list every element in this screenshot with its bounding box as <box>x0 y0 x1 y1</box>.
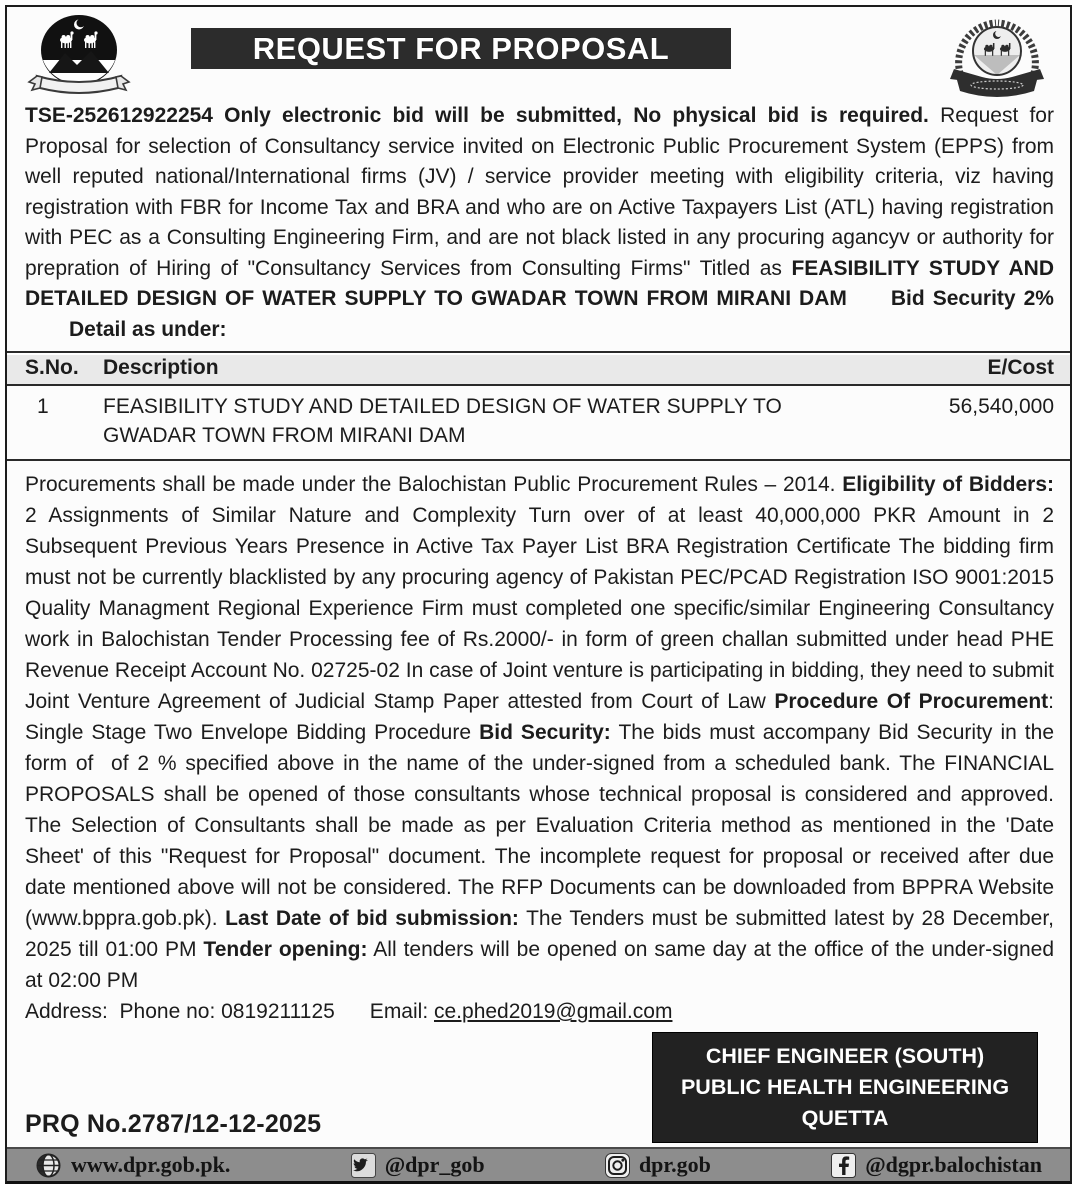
footer-item-instagram <box>605 1152 711 1178</box>
signature-block <box>652 1032 1038 1143</box>
instagram-icon <box>605 1153 630 1178</box>
intro-bold-lead: TSE-252612922254 Only electronic bid will be submitted, No physical bid is required. <box>25 104 929 127</box>
footer-facebook-text: @dgpr.balochistan <box>865 1152 1042 1177</box>
terms-run: 2 Assignments of Similar Nature and Complexity Turn over of at least 40,000,000 PKR Amount in 2 Subsequent Previous Years Presence in Active Tax Payer List BRA Registration Certificate The bidding firm must not be currently blacklisted by any procuring agency of Pakistan PEC/PCAD Registration ISO 9001:2015 Quality Managment Regional Experience Firm must completed one specific/similar Engineering Consultancy work in Balochistan Tender Processing fee of Rs.2000/- in form of green challan submitted under head PHE Revenue Receipt Account No. 02725-02 In case of Joint venture is participating in bidding, they need to submit Joint Venture Agreement of Judicial Stamp Paper attested from Court of Law <box>25 473 1060 713</box>
terms-paragraph <box>7 461 1070 1027</box>
row-ecost: 56,540,000 <box>948 395 1054 418</box>
bid-security-heading: Bid Security: <box>479 721 611 744</box>
procedure-label: Procedure Of Procurement <box>774 690 1049 713</box>
globe-icon <box>35 1152 62 1179</box>
balochistan-coat-of-arms-icon <box>19 13 141 99</box>
footer-bar <box>7 1147 1070 1181</box>
project-title: FEASIBILITY STUDY AND DETAILED DESIGN OF WATER SUPPLY TO GWADAR TOWN FROM MIRANI DAM <box>25 256 1060 310</box>
document-header <box>7 7 1070 97</box>
terms-run: The Tenders must be submitted latest by 28 December, 2025 till 01:00 PM <box>25 907 1060 961</box>
bid-security-label: Bid Security 2% <box>890 287 1054 310</box>
detail-label: Detail as under: <box>69 317 227 341</box>
column-header-description: Description <box>103 356 219 379</box>
terms-run: Procurements shall be made under the Balochistan Public Procurement Rules – 2014. <box>25 473 843 496</box>
terms-run: The bids must accompany Bid Security in the form of of 2 % specified above in the name of the under-signed from a scheduled bank. The FINANCIAL PROPOSALS shall be opened of those consultants whose technical proposal is considered and approved. The Selection of Consultants shall be made as per Evaluation Criteria method as mentioned in the 'Date Sheet' of this "Request for Proposal" document. The incomplete request for proposal or received after due date mentioned above will not be considered. The RFP Documents can be downloaded from BPPRA Website (www.bppra.gob.pk). <box>25 721 1060 930</box>
tender-opening-label: Tender opening: <box>203 938 368 961</box>
signature-line-city: QUETTA <box>801 1106 889 1130</box>
column-header-sno: S.No. <box>25 356 79 379</box>
row-description: FEASIBILITY STUDY AND DETAILED DESIGN OF WATER SUPPLY TO GWADAR TOWN FROM MIRANI DAM <box>103 395 782 447</box>
terms-run: All tenders will be opened on same day at the office of the under-signed at 02:00 PM <box>25 938 1060 992</box>
footer-twitter-text: @dpr_gob <box>384 1152 485 1177</box>
terms-run: : Single Stage Two Envelope Bidding Procedure <box>25 690 1060 744</box>
intro-body: Request for Proposal for selection of Consultancy service invited on Electronic Public Procurement System (EPPS) from well reputed national/International firms (JV) / service provider meeting with eligibility criteria, viz having registration with FBR for Income Tax and BRA and who are on Active Taxpayers List (ATL) having registration with PEC as a Consulting Engineering Firm, and are not black listed in any procuring agancyv or authority for prepration of Hiring of "Consultancy Services from Consulting Firms" Titled as <box>25 104 1060 280</box>
table-row <box>7 386 1070 461</box>
footer-website-text: www.dpr.gob.pk. <box>71 1152 231 1177</box>
column-header-ecost: E/Cost <box>987 356 1055 379</box>
signature-line-department: PUBLIC HEALTH ENGINEERING <box>680 1075 1010 1099</box>
footer-instagram-text: dpr.gob <box>638 1152 711 1177</box>
intro-paragraph <box>7 97 1070 351</box>
footer-item-website <box>35 1152 230 1179</box>
balochistan-crest-wreath-icon <box>944 13 1050 101</box>
table-header-row <box>7 353 1070 386</box>
signature-line-title: CHIEF ENGINEER (SOUTH) <box>705 1044 985 1068</box>
row-sno: 1 <box>37 395 49 418</box>
eligibility-label: Eligibility of Bidders: <box>842 473 1054 496</box>
email-address: ce.phed2019@gmail.com <box>434 1000 673 1023</box>
page-title: REQUEST FOR PROPOSAL <box>191 28 731 69</box>
twitter-icon <box>351 1153 376 1178</box>
bottom-row <box>7 1027 1070 1147</box>
footer-item-twitter <box>351 1152 485 1178</box>
last-date-label: Last Date of bid submission: <box>225 907 519 930</box>
footer-item-facebook <box>831 1152 1042 1178</box>
facebook-icon <box>831 1153 856 1178</box>
cost-table <box>7 351 1070 461</box>
rfp-document <box>5 5 1072 1184</box>
address-phone-label: Address: Phone no: 0819211125 Email: <box>25 1000 434 1023</box>
prq-number: PRQ No.2787/12-12-2025 <box>25 1110 322 1138</box>
